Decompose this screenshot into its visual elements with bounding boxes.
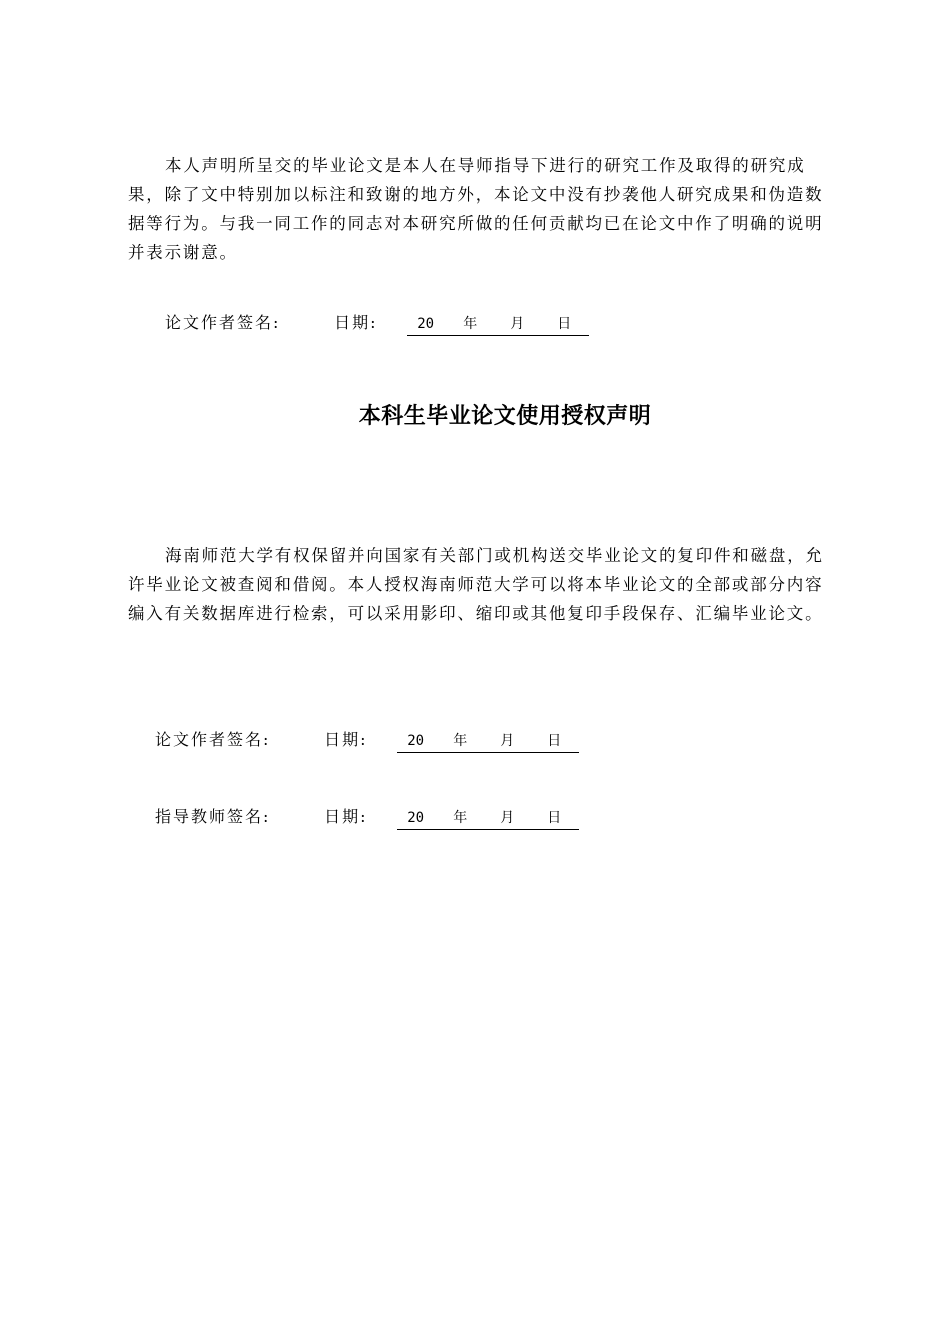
date-year-unit: 年 (453, 810, 468, 826)
date-month-unit: 月 (510, 316, 525, 332)
date-label: 日期: (324, 730, 368, 749)
date-fill-line[interactable] (397, 808, 579, 830)
declaration-paragraph: 本人声明所呈交的毕业论文是本人在导师指导下进行的研究工作及取得的研究成果，除了文中特别加以标注和致谢的地方外，本论文中没有抄袭他人研究成果和伪造数据等行为。与我一同工作的同志对本研究所做的任何贡献均已在论文中作了明确的说明并表示谢意。 (128, 156, 824, 262)
date-day-unit: 日 (547, 733, 562, 749)
date-year-prefix: 20 (407, 810, 425, 826)
date-year-unit: 年 (463, 316, 478, 332)
authorization-paragraph: 海南师范大学有权保留并向国家有关部门或机构送交毕业论文的复印件和磁盘，允许毕业论文被查阅和借阅。本人授权海南师范大学可以将本毕业论文的全部或部分内容编入有关数据库进行检索，可以采用影印、缩印或其他复印手段保存、汇编毕业论文。 (128, 546, 824, 623)
date-day-unit: 日 (557, 316, 572, 332)
date-year-prefix: 20 (417, 316, 435, 332)
date-fill-line[interactable] (407, 314, 589, 336)
date-year-unit: 年 (453, 733, 468, 749)
author-signature-row (155, 730, 579, 753)
date-month-unit: 月 (500, 733, 515, 749)
date-label: 日期: (324, 807, 368, 826)
date-day-unit: 日 (547, 810, 562, 826)
date-fill-line[interactable] (397, 731, 579, 753)
date-month-unit: 月 (500, 810, 515, 826)
date-year-prefix: 20 (407, 733, 425, 749)
declaration-signature-row (165, 313, 589, 336)
advisor-signature-row (155, 807, 579, 830)
advisor-signature-label: 指导教师签名: (155, 807, 271, 826)
date-label: 日期: (334, 313, 378, 332)
author-signature-label: 论文作者签名: (165, 313, 281, 332)
authorization-title: 本科生毕业论文使用授权声明 (358, 404, 652, 429)
author-signature-label: 论文作者签名: (155, 730, 271, 749)
